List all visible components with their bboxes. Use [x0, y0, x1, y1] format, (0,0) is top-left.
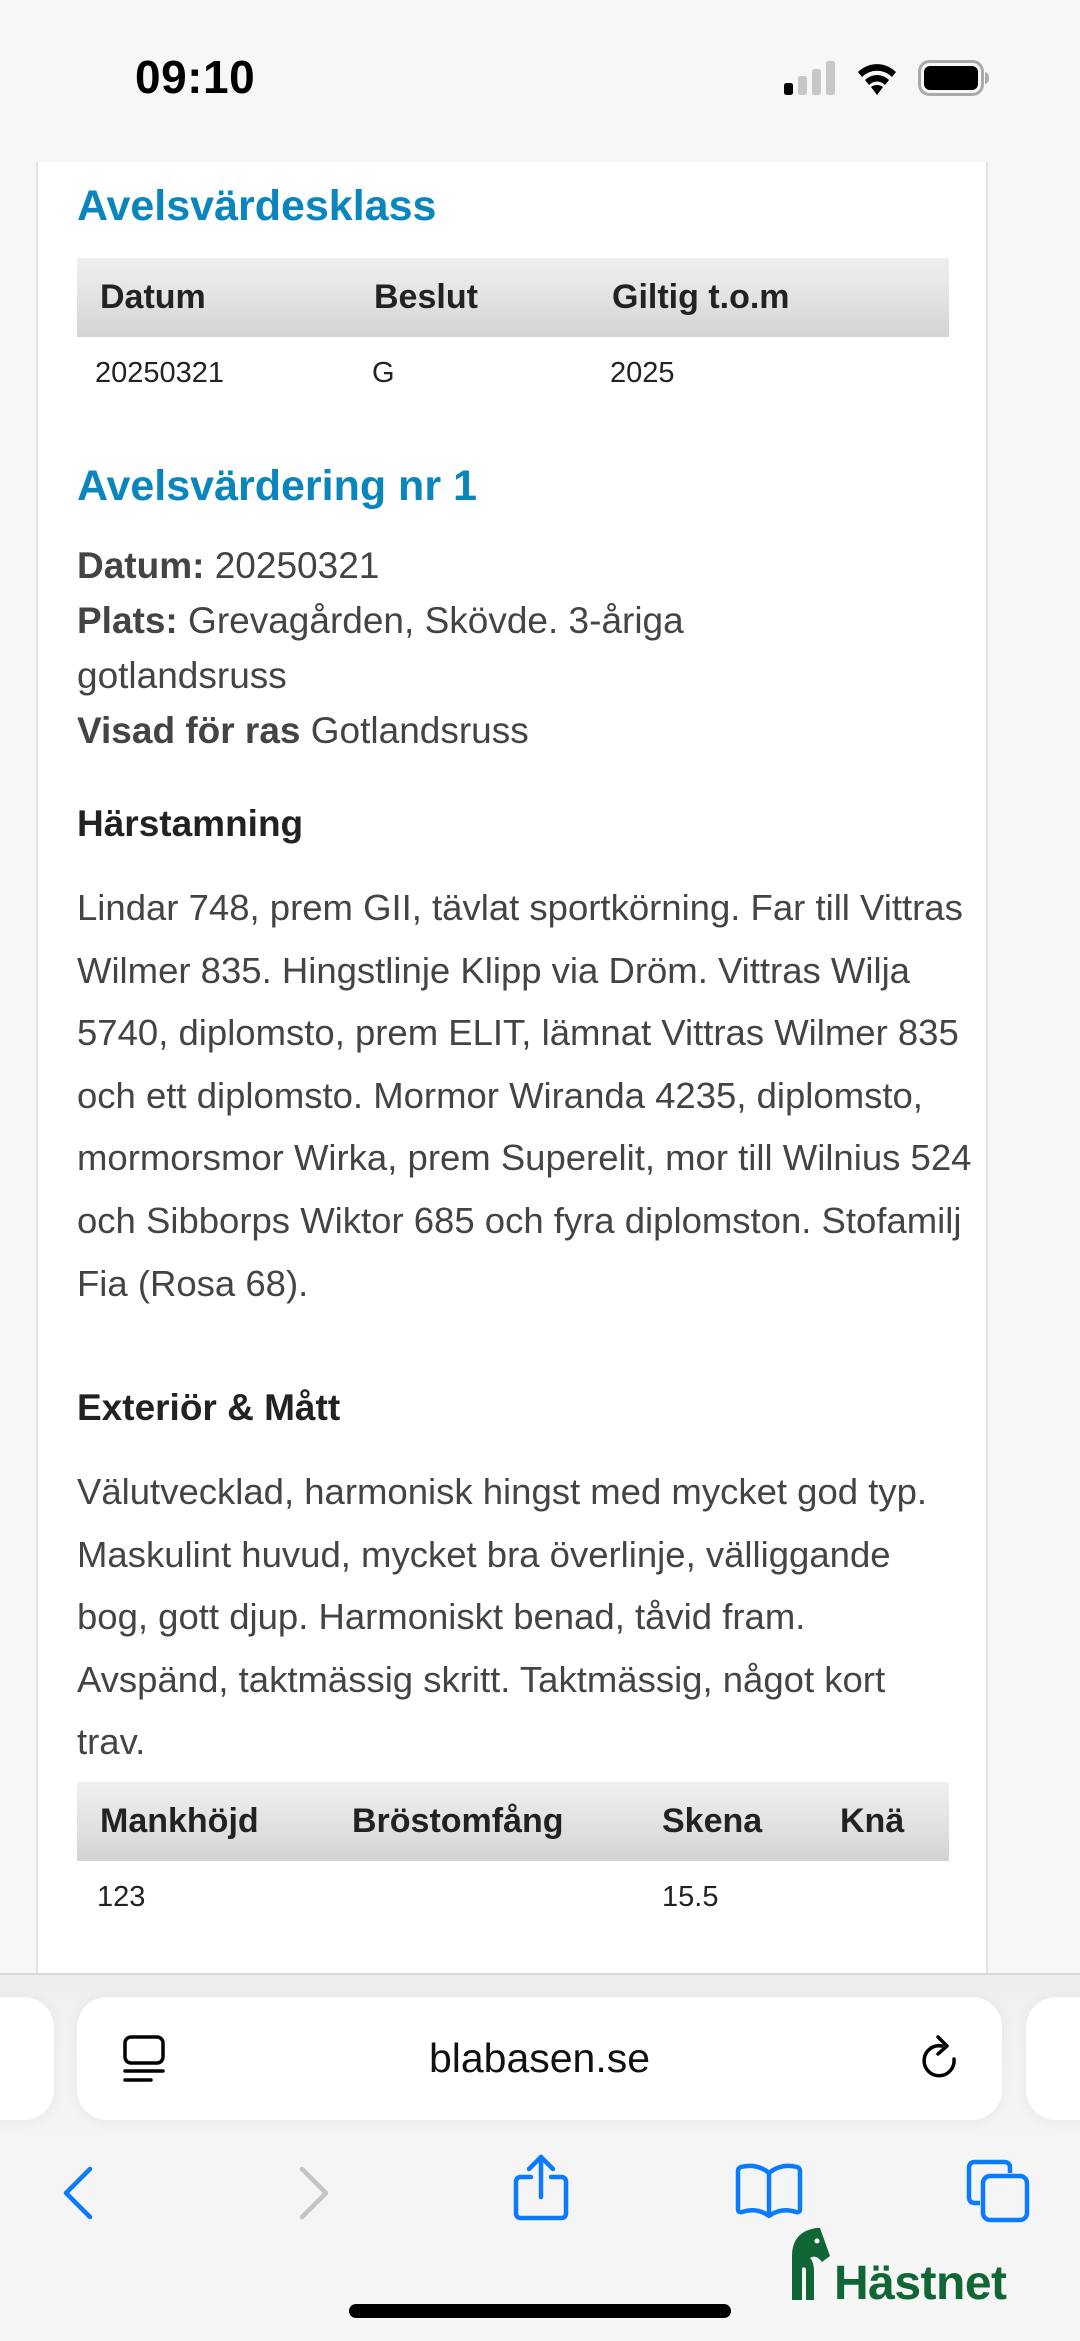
next-tab-pill[interactable]	[1026, 1997, 1080, 2120]
pedigree-text: Lindar 748, prem GII, tävlat sportkörning. Far till Vittras Wilmer 835. Hingstlinje Klipp via Dröm. Vittras Wilja 5740, diplomsto, prem ELIT, lämnat Vittras Wilmer 835 och ett diplomsto. Mormor Wiranda 4235, diplomsto, mormorsmor Wirka, prem Superelit, mor till Wilnius 524 och Sibborps Wiktor 685 och fyra diplomston. Stofamilj Fia (Rosa 68).	[77, 887, 972, 1304]
column-header-valid-until: Giltig t.o.m	[612, 278, 790, 316]
share-icon[interactable]	[513, 2153, 569, 2226]
logo-text: Hästnet	[834, 2257, 1007, 2310]
status-icons	[784, 60, 990, 100]
meta-breed-value: Gotlandsruss	[310, 710, 529, 751]
pedigree-heading: Härstamning	[77, 803, 304, 844]
home-indicator	[349, 2304, 731, 2318]
table-row	[77, 1861, 949, 1933]
meta-date-value: 20250321	[214, 545, 380, 586]
section-title-evaluation: Avelsvärdering nr 1	[77, 462, 477, 510]
address-bar[interactable]	[77, 1997, 1002, 2120]
forward-icon[interactable]	[298, 2165, 330, 2226]
table-row	[77, 337, 949, 409]
cell-date: 20250321	[95, 357, 225, 389]
url-text[interactable]: blabasen.se	[428, 2035, 651, 2081]
meta-breed-label: Visad för ras	[77, 710, 301, 751]
reload-icon[interactable]	[920, 2033, 966, 2090]
exterior-heading: Exteriör & Mått	[77, 1387, 341, 1428]
evaluation-meta	[77, 538, 937, 758]
tabs-icon[interactable]	[966, 2159, 1030, 2228]
cellular-signal-icon	[784, 61, 836, 100]
meta-date-label: Datum:	[77, 545, 205, 586]
section-title-breeding-class: Avelsvärdesklass	[77, 182, 437, 230]
column-header-chest-girth: Bröstomfång	[352, 1802, 564, 1840]
cell-withers-height: 123	[97, 1881, 146, 1913]
wifi-icon	[854, 60, 900, 101]
column-header-date: Datum	[100, 278, 206, 316]
hastnet-logo	[792, 2228, 1007, 2310]
measurements-table	[77, 1782, 949, 1933]
status-bar	[0, 0, 1080, 160]
column-header-knee: Knä	[840, 1802, 905, 1840]
horse-head-icon	[792, 2228, 830, 2305]
cell-cannon: 15.5	[662, 1881, 719, 1913]
bookmarks-icon[interactable]	[735, 2161, 803, 2224]
table-header	[77, 258, 949, 337]
content-card	[36, 162, 988, 2002]
exterior-text: Välutvecklad, harmonisk hingst med mycket god typ. Maskulint huvud, mycket bra överlinje, välliggande bog, gott djup. Harmoniskt benad, tåvid fram. Avspänd, taktmässig skritt. Taktmässig, något kort trav.	[77, 1471, 928, 1763]
previous-tab-pill[interactable]	[0, 1997, 54, 2120]
meta-place-label: Plats:	[77, 600, 178, 641]
column-header-withers-height: Mankhöjd	[100, 1802, 259, 1840]
column-header-cannon: Skena	[662, 1802, 763, 1840]
battery-icon	[918, 60, 990, 101]
cell-valid-until: 2025	[610, 357, 675, 389]
meta-place-value: Grevagården, Skövde. 3-åriga gotlandsruss	[77, 600, 684, 696]
status-time: 09:10	[135, 51, 256, 103]
meta-breed	[77, 703, 937, 758]
cell-decision: G	[372, 357, 395, 389]
meta-date	[77, 538, 937, 593]
meta-place	[77, 593, 757, 703]
back-icon[interactable]	[62, 2165, 94, 2226]
column-header-decision: Beslut	[374, 278, 478, 316]
breeding-class-table	[77, 258, 949, 409]
table-header	[77, 1782, 949, 1861]
